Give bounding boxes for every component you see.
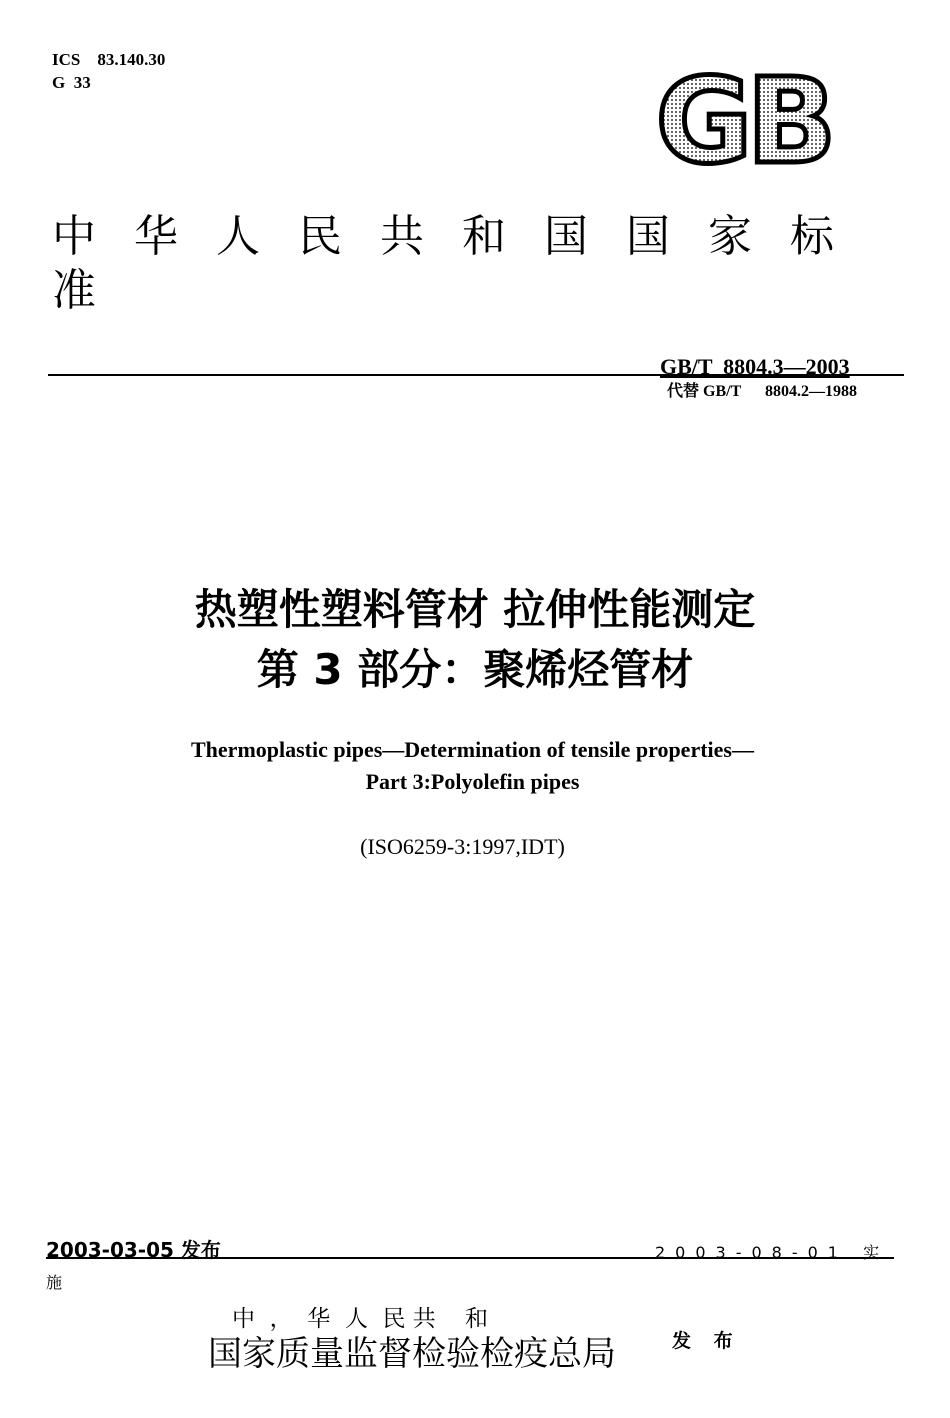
title-en-line2: Part 3:Polyolefin pipes [365, 769, 580, 794]
title-en-line1: Thermoplastic pipes—Determination of tensile properties— [191, 737, 754, 762]
issuer-line1: 中 ， 华 人 民 共 和 [232, 1306, 489, 1332]
national-standard-title: 中华人民共和国国家标准 [52, 211, 872, 316]
iso-reference: (ISO6259-3:1997,IDT) [360, 834, 565, 859]
ics-code: ICS 83.140.30 [52, 50, 166, 69]
title-cn-line1: 热塑性塑料管材 拉伸性能测定 [194, 585, 756, 634]
publish-date: 2003-03-05 发布 [46, 1238, 221, 1262]
gb-logo [638, 66, 848, 174]
implement-date-cont: 施 [46, 1273, 63, 1292]
gb-logo-lettering: GB [655, 66, 831, 174]
standard-number: GB/T 8804.3—2003 [660, 354, 850, 379]
issue-label: 发 布 [672, 1330, 741, 1352]
classification-codes [52, 48, 165, 94]
replaces-standard: 代替 GB/T 8804.2—1988 [667, 383, 857, 400]
issuer-line2: 国家质量监督检验检疫总局 [208, 1334, 616, 1374]
implement-date: 2003-08-01 实 [655, 1243, 890, 1262]
class-code: G 33 [52, 73, 91, 92]
title-cn-line2: 第 3 部分：聚烯烃管材 [256, 645, 694, 694]
